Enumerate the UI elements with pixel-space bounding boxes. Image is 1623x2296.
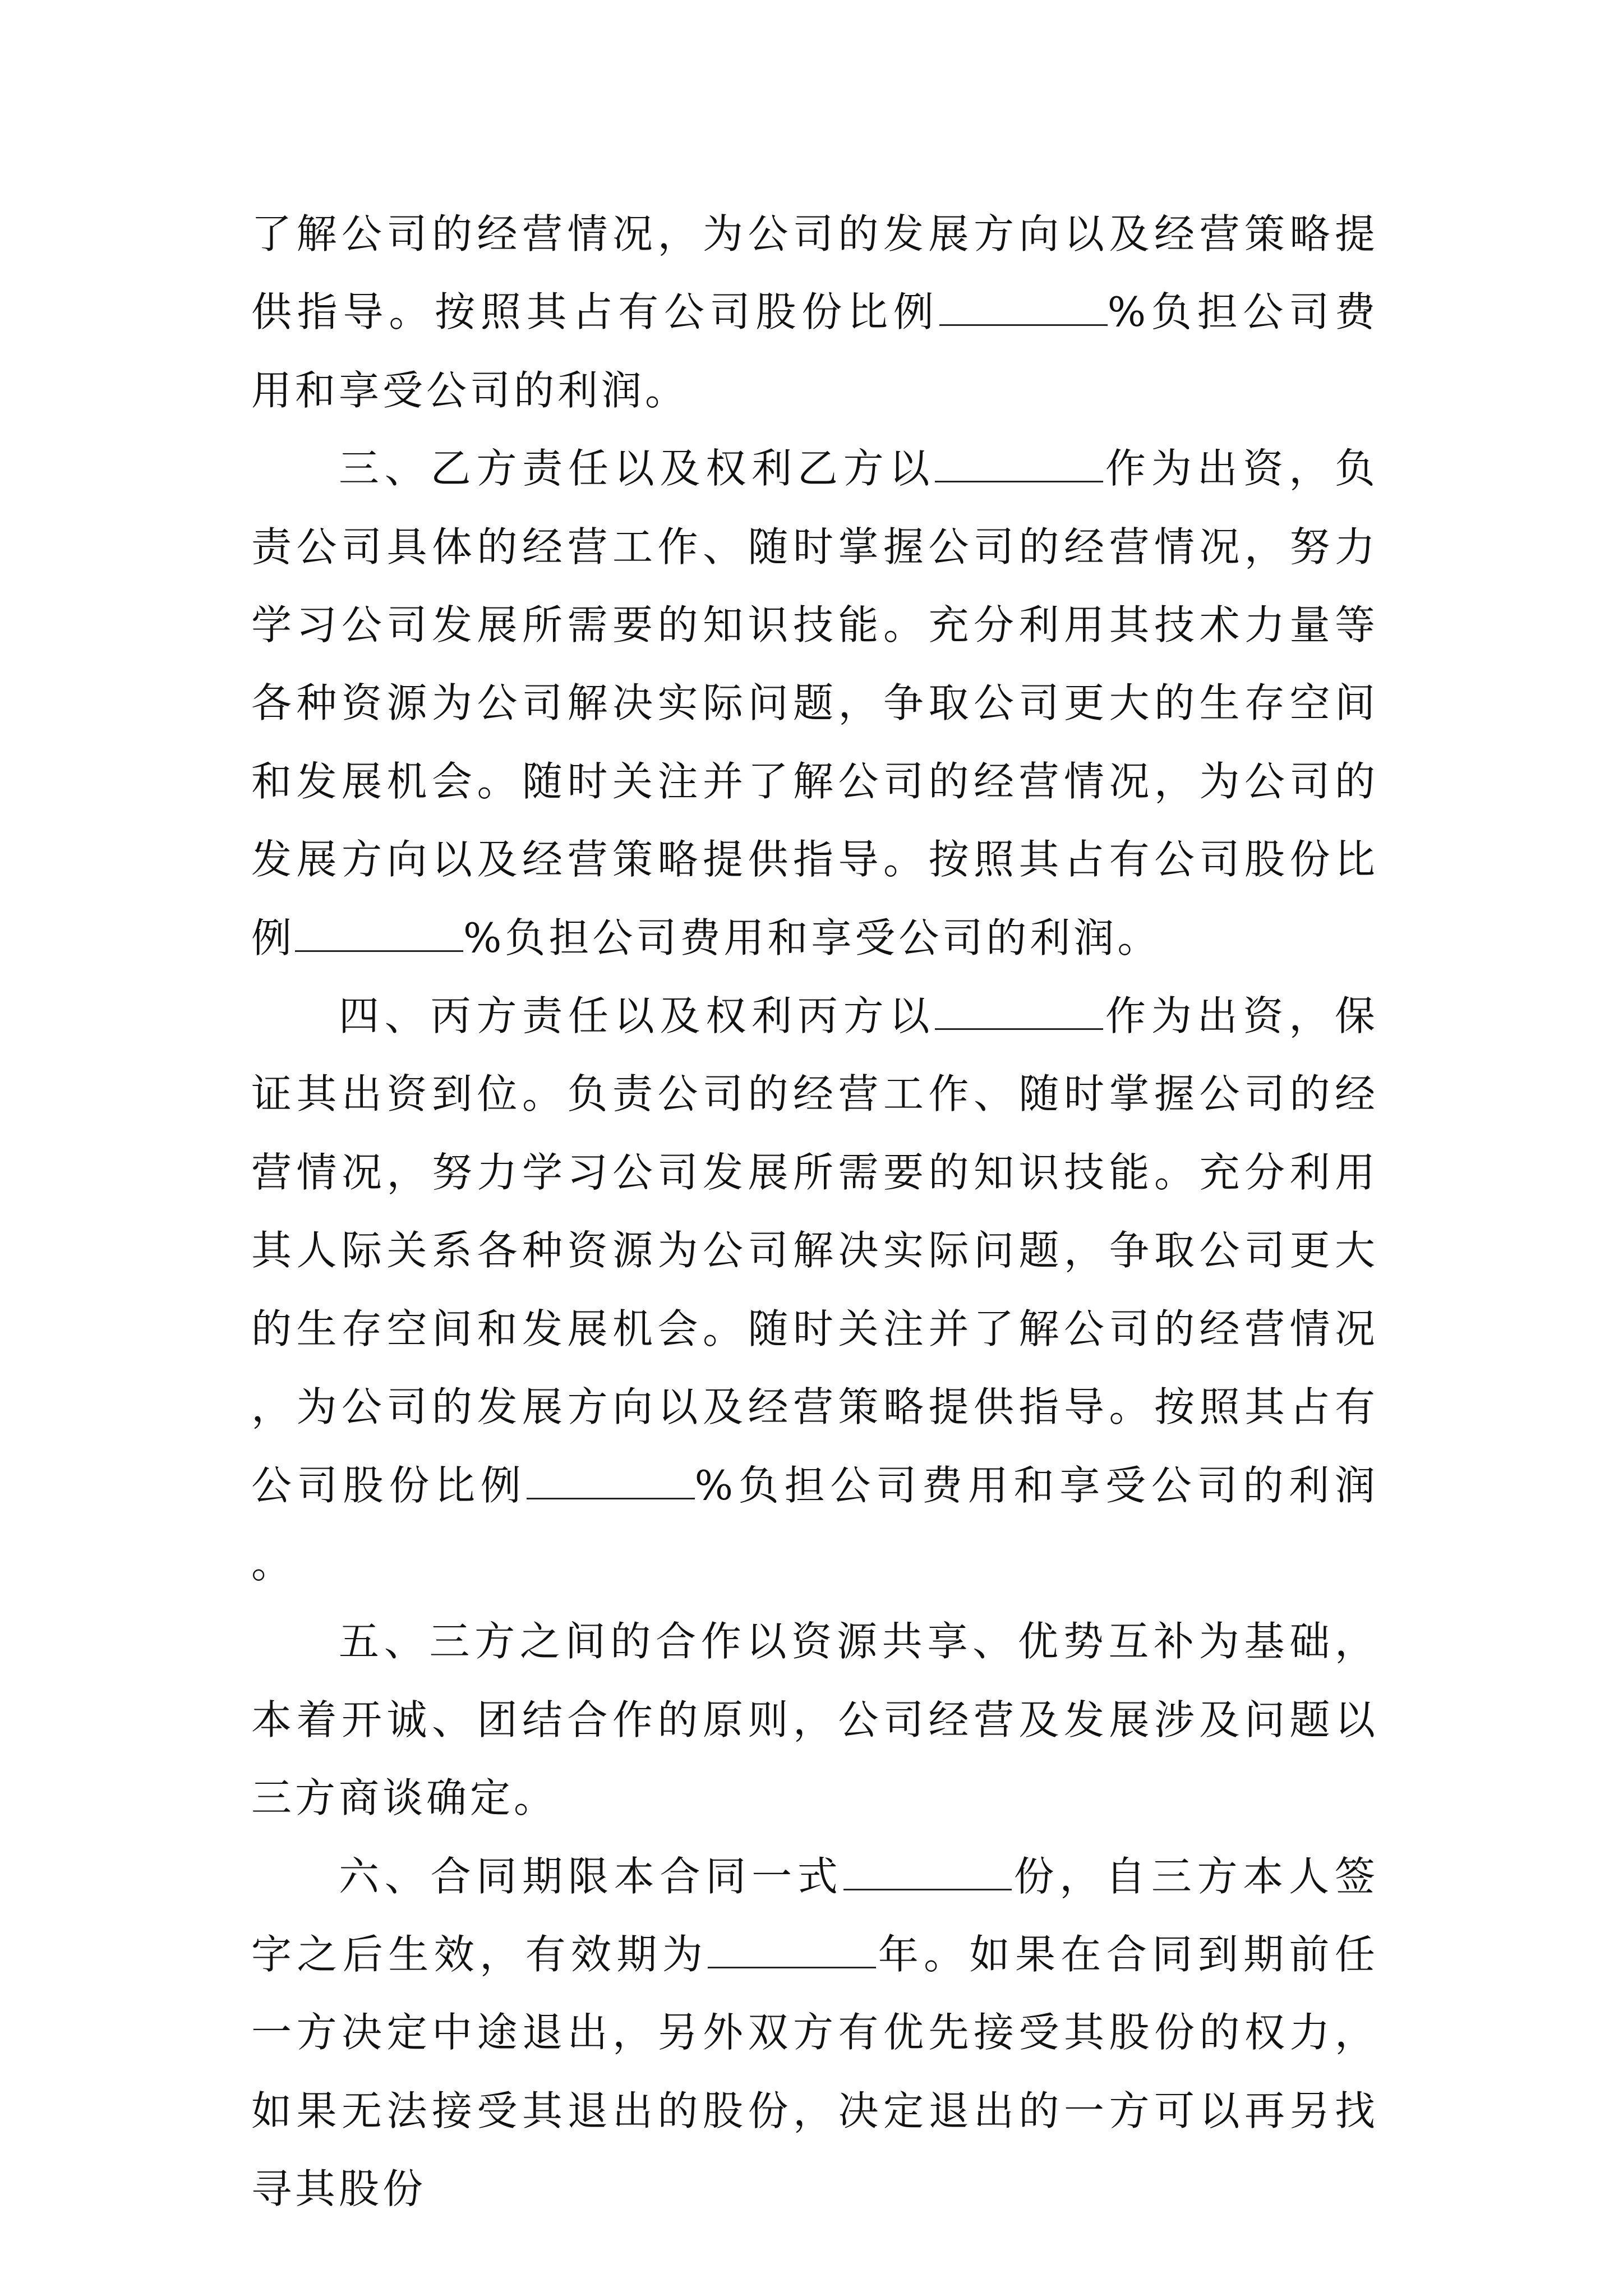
text-segment: %负担公司费用和享受公司的利润。 — [251, 1461, 1378, 1587]
text-segment: 作为出资，负责公司具体的经营工作、随时掌握公司的经营情况，努力学习公司发展所需要的知识技能。充分利用其技术力量等各种资源为公司解决实际问题，争取公司更大的生存空间和发展机会。随时关注并了解公司的经营情况，为公司的发展方向以及经营策略提供指导。按照其占有公司股份比例 — [251, 445, 1378, 961]
text-segment: 六、合同期限本合同一式 — [339, 1852, 843, 1900]
fill-in-blank — [935, 447, 1103, 482]
text-segment: 份，自三方本人签字之后生效，有效期为 — [251, 1852, 1378, 1978]
text-segment: 五、三方之间的合作以资源共享、优势互补为基础，本着开诚、团结合作的原则，公司经营及发展涉及问题以三方商谈确定。 — [251, 1618, 1378, 1822]
text-segment: 了解公司的经营情况，为公司的发展方向以及经营策略提供指导。按照其占有公司股份比例 — [251, 210, 1378, 336]
text-segment: %负担公司费用和享受公司的利润。 — [251, 288, 1378, 414]
text-segment: 四、丙方责任以及权利丙方以 — [339, 992, 935, 1040]
fill-in-blank — [527, 1464, 695, 1499]
fill-in-blank — [935, 995, 1103, 1030]
text-segment: 年。如果在合同到期前任一方决定中途退出，另外双方有优先接受其股份的权力，如果无法接受其退出的股份，决定退出的一方可以再另找寻其股份 — [251, 1930, 1378, 2213]
paragraph-continuation — [251, 195, 1378, 430]
contract-body — [251, 195, 1378, 2229]
fill-in-blank — [708, 1933, 876, 1968]
paragraph-party-b-responsibilities — [251, 430, 1378, 977]
paragraph-cooperation-principle — [251, 1603, 1378, 1837]
fill-in-blank — [939, 291, 1108, 326]
paragraph-contract-term — [251, 1838, 1378, 2229]
text-segment: 三、乙方责任以及权利乙方以 — [339, 445, 935, 493]
text-segment: %负担公司费用和享受公司的利润。 — [463, 914, 1161, 961]
text-segment: 作为出资，保证其出资到位。负责公司的经营工作、随时掌握公司的经营情况，努力学习公司发展所需要的知识技能。充分利用其人际关系各种资源为公司解决实际问题，争取公司更大的生存空间和发展机会。随时关注并了解公司的经营情况，为公司的发展方向以及经营策略提供指导。按照其占有公司股份比例 — [251, 992, 1378, 1509]
paragraph-party-c-responsibilities — [251, 977, 1378, 1603]
fill-in-blank — [295, 917, 463, 952]
fill-in-blank — [843, 1855, 1012, 1890]
